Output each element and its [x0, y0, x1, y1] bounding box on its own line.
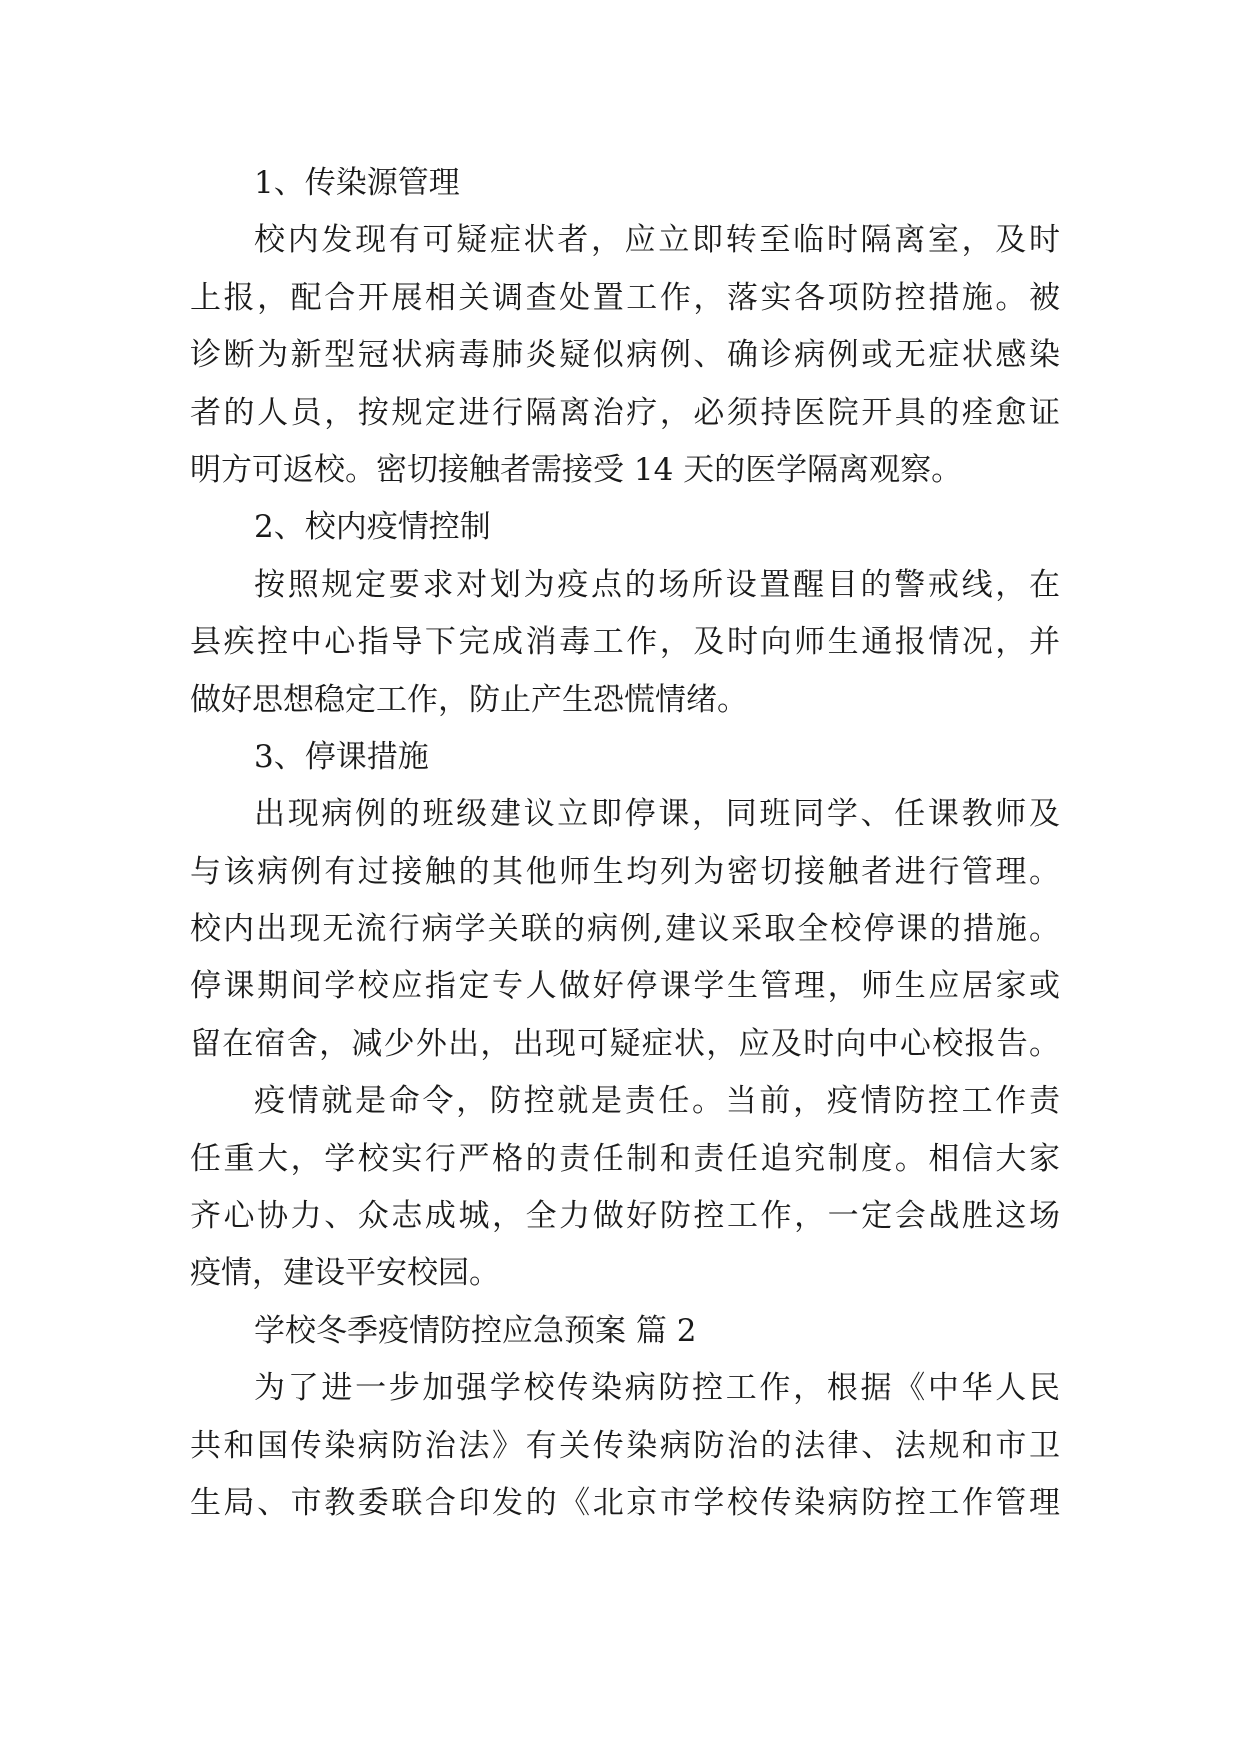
- section-heading: 3、停课措施: [254, 738, 429, 775]
- paragraph-line: 齐心协力、众志成城，全力做好防控工作，一定会战胜这场: [190, 1198, 1060, 1235]
- paragraph-line: 按照规定要求对划为疫点的场所设置醒目的警戒线，在: [254, 566, 1060, 603]
- paragraph-line: 上报，配合开展相关调查处置工作，落实各项防控措施。被: [190, 279, 1060, 316]
- paragraph-line: 疫情，建设平安校园。: [190, 1255, 500, 1292]
- paragraph-line: 与该病例有过接触的其他师生均列为密切接触者进行管理。: [190, 853, 1060, 890]
- paragraph-line: 任重大，学校实行严格的责任制和责任追究制度。相信大家: [190, 1140, 1060, 1177]
- paragraph-line: 为了进一步加强学校传染病防控工作，根据《中华人民: [254, 1370, 1060, 1407]
- section-heading: 1、传染源管理: [254, 165, 460, 201]
- section-title: 学校冬季疫情防控应急预案 篇 2: [254, 1312, 697, 1349]
- document-body: [190, 155, 1060, 1532]
- paragraph-line: 诊断为新型冠状病毒肺炎疑似病例、确诊病例或无症状感染: [190, 337, 1060, 374]
- paragraph-line: 生局、市教委联合印发的《北京市学校传染病防控工作管理: [190, 1484, 1060, 1521]
- section-heading: 2、校内疫情控制: [254, 509, 491, 546]
- paragraph-line: 县疾控中心指导下完成消毒工作，及时向师生通报情况，并: [190, 624, 1060, 661]
- paragraph-line: 做好思想稳定工作，防止产生恐慌情绪。: [190, 681, 748, 718]
- paragraph-line: 疫情就是命令，防控就是责任。当前，疫情防控工作责: [254, 1083, 1060, 1120]
- paragraph-line: 留在宿舍，减少外出，出现可疑症状，应及时向中心校报告。: [190, 1025, 1060, 1062]
- paragraph-line: 停课期间学校应指定专人做好停课学生管理，师生应居家或: [190, 968, 1060, 1005]
- paragraph-line: 明方可返校。密切接触者需接受 14 天的医学隔离观察。: [190, 451, 963, 488]
- paragraph-line: 共和国传染病防治法》有关传染病防治的法律、法规和市卫: [190, 1427, 1060, 1464]
- paragraph-line: 校内出现无流行病学关联的病例,建议采取全校停课的措施。: [190, 911, 1060, 948]
- paragraph-line: 校内发现有可疑症状者，应立即转至临时隔离室，及时: [254, 222, 1060, 259]
- paragraph-line: 出现病例的班级建议立即停课，同班同学、任课教师及: [254, 796, 1060, 833]
- paragraph-line: 者的人员，按规定进行隔离治疗，必须持医院开具的痊愈证: [190, 394, 1060, 431]
